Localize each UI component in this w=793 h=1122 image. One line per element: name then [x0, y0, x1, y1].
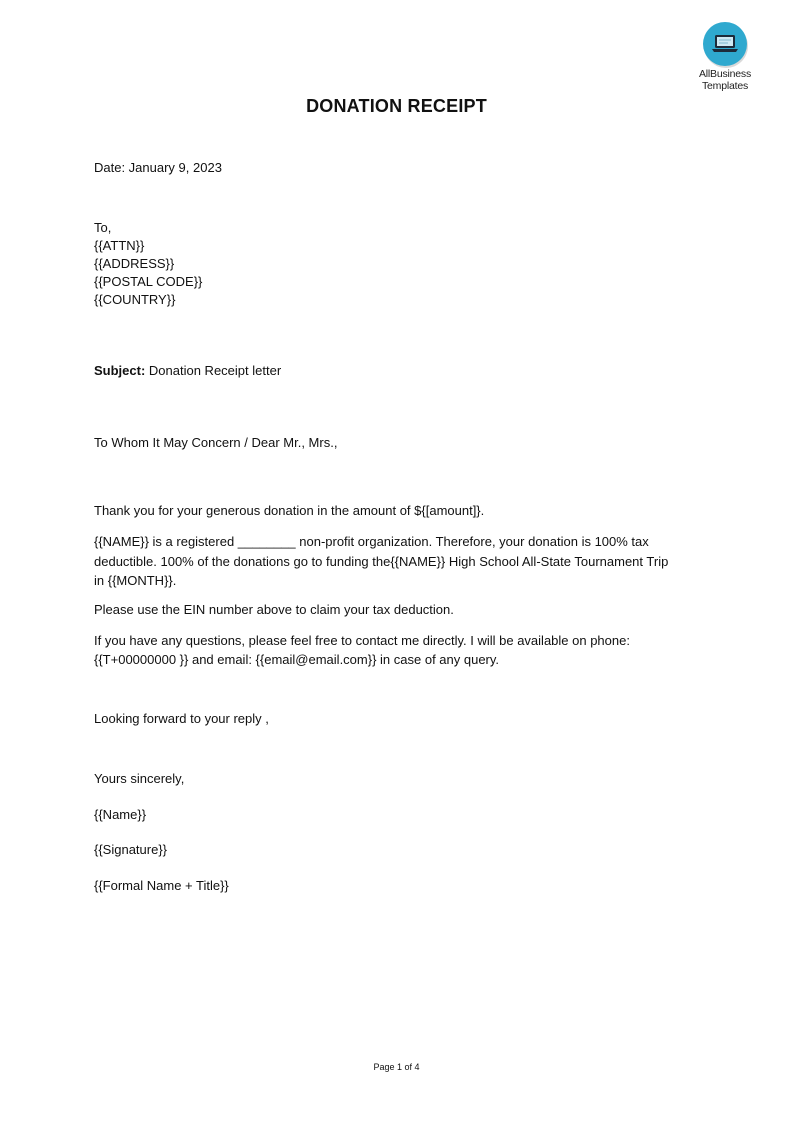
subject-label: Subject: — [94, 363, 146, 378]
paragraph-contact — [94, 631, 694, 669]
logo-text-line1: AllBusiness — [698, 68, 752, 80]
closing-looking-forward: Looking forward to your reply , — [94, 711, 269, 726]
paragraph-organization-line2: deductible. 100% of the donations go to funding the{{NAME}} High School All-State Tournament Trip — [94, 553, 669, 569]
subject-line — [94, 362, 694, 380]
page-number: Page 1 of 4 — [373, 1062, 420, 1072]
closing-name: {{Name}} — [94, 807, 147, 822]
address-postal-code: {{POSTAL CODE}} — [94, 274, 203, 289]
address-street: {{ADDRESS}} — [94, 256, 175, 271]
salutation: To Whom It May Concern / Dear Mr., Mrs., — [94, 435, 338, 450]
address-block — [94, 219, 694, 309]
subject-text: Donation Receipt letter — [145, 363, 282, 378]
paragraph-contact-line2: {{T+00000000 }} and email: {{email@email.com}} in case of any query. — [94, 652, 500, 667]
address-country: {{COUNTRY}} — [94, 292, 176, 307]
company-logo — [692, 22, 758, 92]
paragraph-contact-line1: If you have any questions, please feel free to contact me directly. I will be available on phone: — [94, 633, 630, 648]
document-title: DONATION RECEIPT — [306, 96, 487, 116]
closing-formal-name: {{Formal Name + Title}} — [94, 878, 229, 893]
paragraph-thanks: Thank you for your generous donation in the amount of ${[amount]}. — [94, 503, 485, 518]
laptop-icon — [703, 22, 747, 66]
closing-signature: {{Signature}} — [94, 842, 168, 857]
paragraph-organization-line1: {{NAME}} is a registered ________ non-profit organization. Therefore, your donation is 100% tax — [94, 534, 649, 549]
date-line: Date: January 9, 2023 — [94, 160, 222, 175]
paragraph-organization — [94, 532, 694, 591]
closing-sincerely: Yours sincerely, — [94, 771, 185, 786]
paragraph-organization-line3: in {{MONTH}}. — [94, 573, 177, 588]
address-to: To, — [94, 220, 112, 235]
address-attn: {{ATTN}} — [94, 238, 145, 253]
logo-text-line2: Templates — [701, 80, 749, 92]
paragraph-ein: Please use the EIN number above to claim your tax deduction. — [94, 602, 454, 617]
